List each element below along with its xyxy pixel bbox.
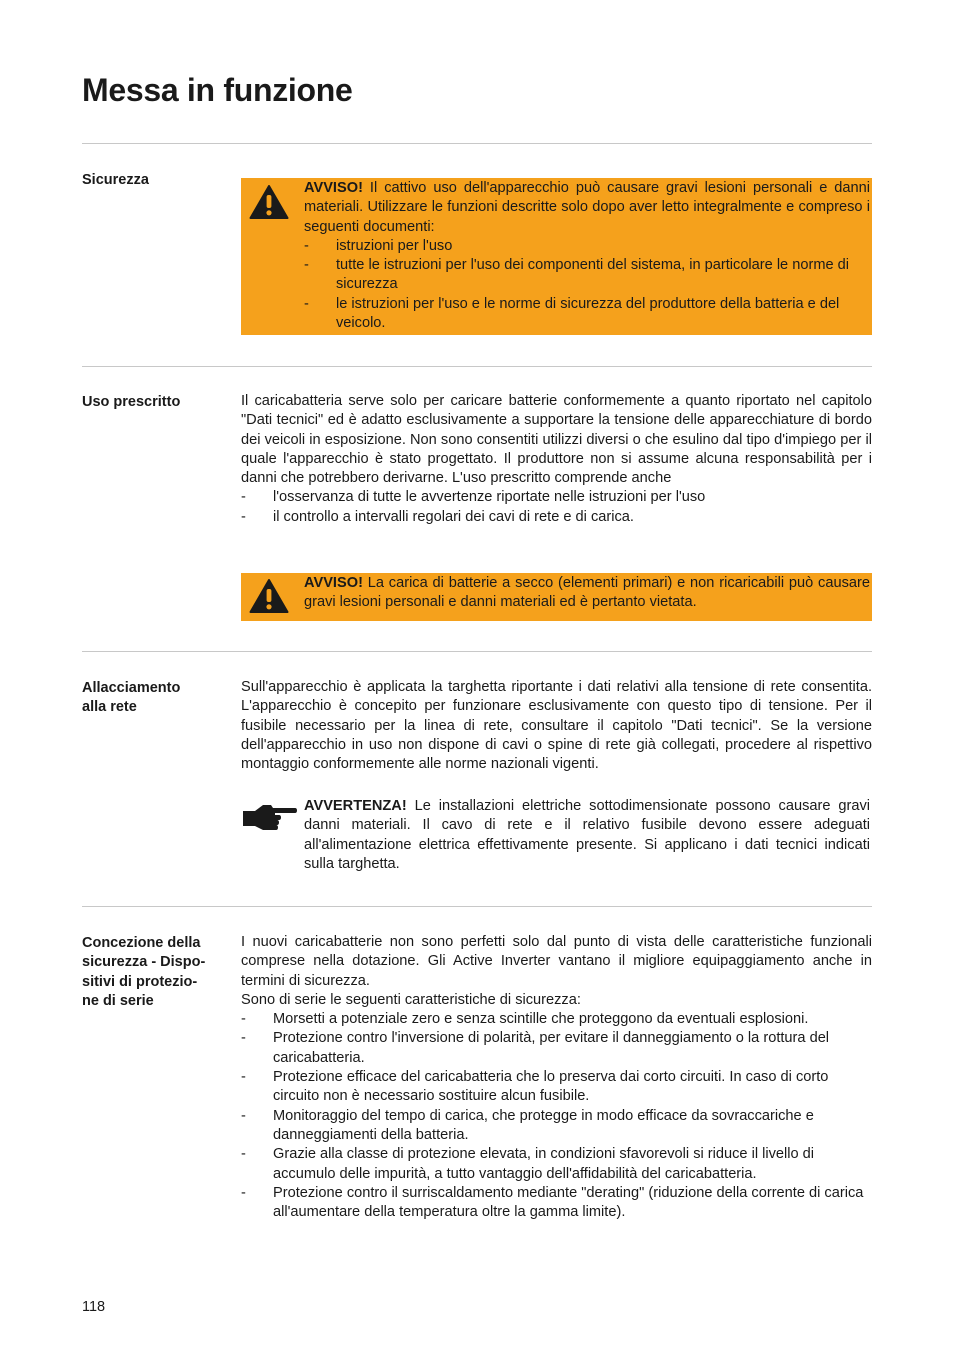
warning-triangle-icon [249, 578, 289, 620]
list-item: - Grazie alla classe di protezione elevata, in condizioni sfavorevoli si riduce il livello di accumulo delle impurità, a tutto vantaggio dell'affidabilità del caricabatteria. [241, 1145, 872, 1184]
label-line: Allacciamento [82, 680, 181, 696]
notice-text [304, 574, 870, 613]
paragraph: Il caricabatteria serve solo per caricare batterie conformemente a quanto riportato nel capitolo "Dati tecnici" ed è adatto esclusivamente a supportare la tensione delle apparecchiature di bordo dei veicoli in esposizione. Non sono consentiti utilizzi diversi o che esulino dal tipo d'impiego per il quale l'apparecchio è stato progettato. Il produttore non si assume alcuna responsabilità per i danni che potrebbero derivarne. L'uso prescritto comprende anche [241, 393, 872, 487]
notice-body: La carica di batterie a secco (elementi primari) e non ricaricabili può causare gravi lesioni personali e danni materiali ed è pertanto vietata. [304, 575, 870, 611]
warning-notice-uso [241, 573, 872, 621]
section-label-concezione [82, 934, 232, 1011]
pointing-hand-icon [241, 801, 297, 841]
section-label-allacciamento [82, 679, 232, 718]
paragraph: Sono di serie le seguenti caratteristiche di sicurezza: [241, 991, 581, 1008]
notice-lead: AVVISO! [304, 180, 363, 196]
warning-notice-sicurezza [241, 178, 872, 335]
section-label-sicurezza: Sicurezza [82, 172, 149, 188]
section-body-allacciamento [241, 678, 872, 774]
paragraph: Sull'apparecchio è applicata la targhetta riportante i dati relativi alla tensione di rete consentita. L'apparecchio è concepito per funzionare esclusivamente con questo tipo di tensione. Per il fusibile necessario per la linea di rete, consultare il capitolo "Dati tecnici". Se la versione dell'apparecchio in uso non dispone di cavi o spine di rete già collegati, procedere al rispettivo montaggio conformemente alle norme nazionali vigenti. [241, 679, 872, 773]
page-number: 118 [82, 1299, 106, 1315]
label-line: sitivi di protezio- [82, 973, 198, 990]
notice-body: Le installazioni elettriche sottodimensionate possono causare gravi danni materiali. Il cavo di rete e il relativo fusibile devono essere adeguati all'alimentazione elettrica effettivamente presente. Si applicano i dati tecnici indicati sulla targhetta. [304, 798, 870, 872]
list-item: - tutte le istruzioni per l'uso dei componenti del sistema, in particolare le norme di sicurezza [304, 256, 870, 295]
label-line: alla rete [82, 699, 137, 716]
list-item: - Monitoraggio del tempo di carica, che protegge in modo efficace da sovraccariche e danneggiamenti della batteria. [241, 1107, 872, 1146]
notice-body: Il cattivo uso dell'apparecchio può causare gravi lesioni personali e danni materiali. Utilizzare le funzioni descritte solo dopo aver letto integralmente e compreso i seguenti documenti: [304, 180, 870, 235]
list-item: - istruzioni per l'uso [304, 237, 870, 256]
label-line: sicurezza - Dispo- [82, 954, 206, 971]
label-line: Concezione della [82, 935, 201, 951]
label-line: ne di serie [82, 992, 154, 1009]
list-item: - Protezione contro l'inversione di polarità, per evitare il danneggiamento o la rottura del caricabatteria. [241, 1029, 872, 1068]
section-label-uso-prescritto: Uso prescritto [82, 394, 181, 410]
section-body-concezione [241, 933, 872, 1222]
paragraph: I nuovi caricabatterie non sono perfetti solo dal punto di vista delle caratteristiche funzionali comprese nella dotazione. Gli Active Inverter vantano il migliore equipaggiamento anche in termini di sicurezza. [241, 934, 872, 989]
list-item: - Protezione efficace del caricabatteria che lo preserva dai corto circuiti. In caso di corto circuito non è necessario sostituire alcun fusibile. [241, 1068, 872, 1107]
section-divider [82, 366, 872, 367]
page-title: Messa in funzione [82, 72, 353, 108]
list-item: - Morsetti a potenziale zero e senza scintille che proteggono da eventuali esplosioni. [241, 1010, 872, 1029]
section-divider [82, 906, 872, 907]
notice-text [304, 179, 870, 237]
notice-text [304, 797, 870, 874]
notice-lead: AVVISO! [304, 575, 363, 591]
section-body-uso-prescritto [241, 392, 872, 527]
bullet-list [241, 488, 872, 527]
list-item: - le istruzioni per l'uso e le norme di sicurezza del produttore della batteria e del veicolo. [304, 295, 870, 334]
notice-lead: AVVERTENZA! [304, 798, 407, 814]
notice-list [304, 237, 870, 333]
list-item: - il controllo a intervalli regolari dei cavi di rete e di carica. [241, 508, 872, 527]
list-item: - Protezione contro il surriscaldamento mediante "derating" (riduzione della corrente di carica all'aumentare della temperatura oltre la gamma limite). [241, 1184, 872, 1223]
section-divider [82, 143, 872, 144]
caution-notice-rete [241, 797, 872, 874]
warning-triangle-icon [249, 184, 289, 226]
list-item: - l'osservanza di tutte le avvertenze riportate nelle istruzioni per l'uso [241, 488, 872, 507]
bullet-list [241, 1010, 872, 1222]
section-divider [82, 651, 872, 652]
